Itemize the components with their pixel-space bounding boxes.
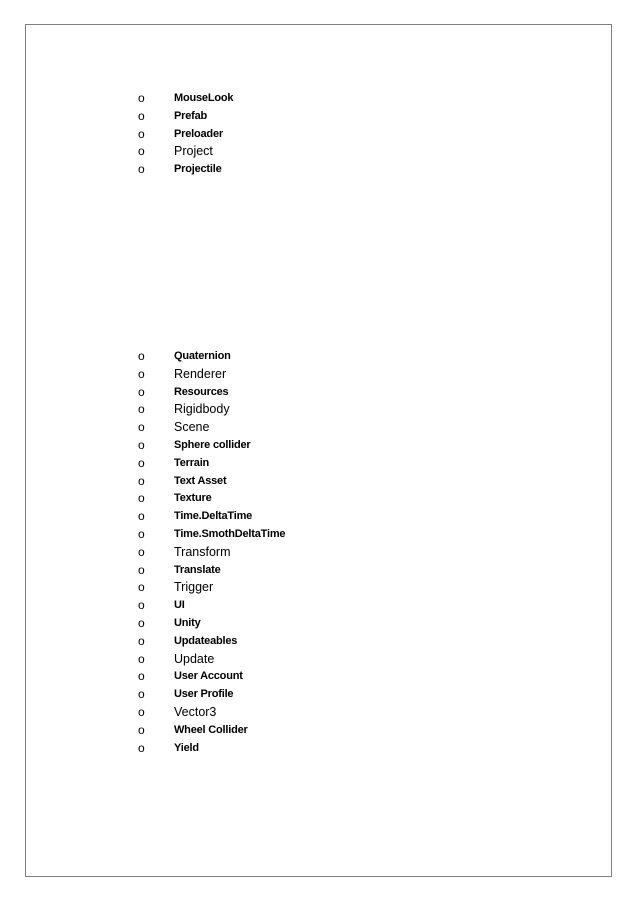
list-item-label: Wheel Collider [174,723,248,736]
bullet-icon: o [138,526,145,541]
bullet-icon: o [138,144,145,159]
list-item-label: Resources [174,385,229,398]
list-item-label: Quaternion [174,350,231,362]
list-item-label: Vector3 [174,704,217,719]
list-item-label: UI [174,599,185,612]
bullet-icon: o [138,126,145,141]
list-item-label: Transform [174,544,231,559]
bullet-icon: o [138,509,145,524]
bullet-icon: o [138,473,145,488]
bullet-icon: o [138,91,145,105]
bullet-icon: o [138,580,145,595]
list-item-label: Texture [174,492,212,505]
list-item-label: Text Asset [174,474,227,487]
list-item-label: Sphere collider [174,438,251,451]
list-item-label: Renderer [174,366,227,381]
bullet-icon: o [138,687,145,702]
bullet-icon: o [138,562,145,577]
bullet-icon: o [138,384,145,399]
list-item-label: Terrain [174,456,210,469]
bullet-icon: o [138,598,145,613]
list-item-label: Update [174,651,215,666]
list-item-label: Projectile [174,163,222,176]
list-item-label: Translate [174,563,221,576]
list-item-label: Prefab [174,109,208,122]
bullet-icon: o [138,437,145,452]
list-item-label: Project [174,144,213,159]
bullet-icon: o [138,402,145,417]
bullet-icon: o [138,420,145,435]
list-item-label: Trigger [174,580,214,595]
list-item-label: Yield [174,741,199,754]
bullet-icon: o [138,349,145,363]
list-item-label: User Account [174,670,243,683]
bullet-icon: o [138,366,145,381]
bullet-icon: o [138,722,145,737]
bullet-icon: o [138,615,145,630]
list-item-label: Scene [174,420,210,435]
bullet-icon: o [138,651,145,666]
bullet-icon: o [138,633,145,648]
bullet-icon: o [138,162,145,177]
list-item-label: Rigidbody [174,402,230,417]
list-item-label: Time.DeltaTime [174,510,253,523]
list-item-label: MouseLook [174,92,234,104]
bullet-icon: o [138,704,145,719]
bullet-icon: o [138,669,145,684]
list-item-label: Unity [174,616,201,629]
list-item-label: Time.SmothDeltaTime [174,527,286,540]
list-item-label: Updateables [174,634,238,647]
bullet-icon: o [138,740,145,755]
bullet-icon: o [138,108,145,123]
bullet-icon: o [138,491,145,506]
list-item-label: User Profile [174,688,234,701]
list-item-label: Preloader [174,127,223,140]
bullet-icon: o [138,544,145,559]
page-frame [25,24,612,877]
bullet-icon: o [138,455,145,470]
